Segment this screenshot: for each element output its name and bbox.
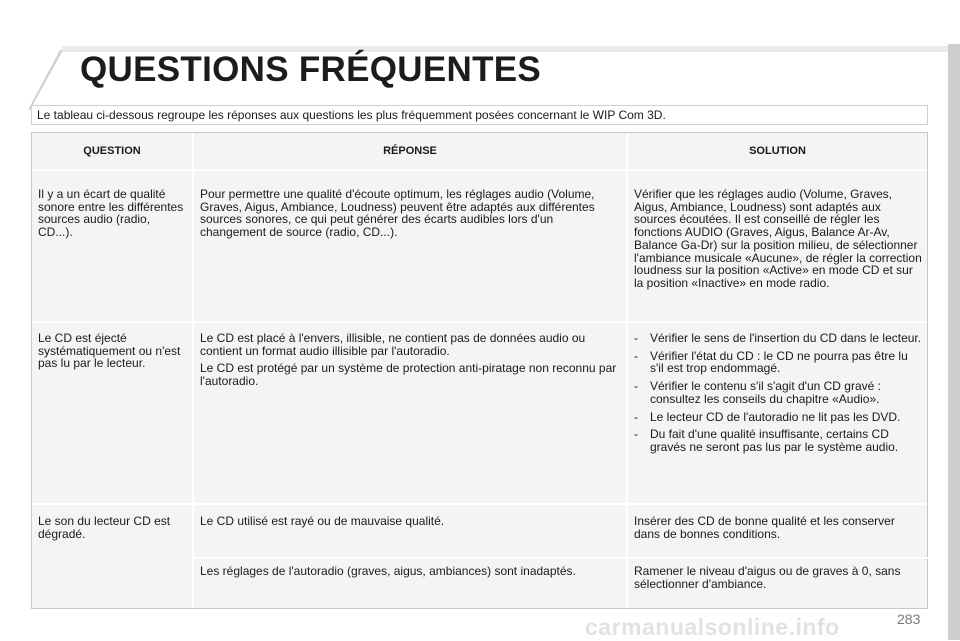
list-item: - Du fait d'une qualité insuffisante, certains CD gravés ne seront pas lus par le système audio. xyxy=(634,428,924,453)
row-divider xyxy=(32,169,927,171)
row2-solution xyxy=(634,332,924,459)
row1-answer: Pour permettre une qualité d'écoute optimum, les réglages audio (Volume, Graves, Aigus, Ambiance, Loudness) peuvent être adaptés aux différentes sources sonores, ce qui peut générer des écarts audibles lors d'un changement de source (radio, CD...). xyxy=(200,187,595,240)
intro-text: Le tableau ci-dessous regroupe les réponses aux questions les plus fréquemment posées concernant le WIP Com 3D. xyxy=(31,105,928,125)
list-item: - Le lecteur CD de l'autoradio ne lit pas les DVD. xyxy=(634,411,924,424)
row2-answer xyxy=(200,332,620,393)
row4-answer: Les réglages de l'autoradio (graves, aigus, ambiances) sont inadaptés. xyxy=(200,564,576,578)
header-solution: SOLUTION xyxy=(749,145,806,157)
row-divider xyxy=(32,503,927,505)
row-divider xyxy=(32,321,927,323)
header-question: QUESTION xyxy=(83,145,141,157)
faq-table xyxy=(31,132,928,609)
row2-answer-part2: Le CD est protégé par un système de protection anti-piratage non reconnu par l'autoradio. xyxy=(200,361,617,389)
watermark: carmanualsonline.info xyxy=(585,614,840,640)
page-number: 283 xyxy=(897,611,921,627)
list-item: - Vérifier le contenu s'il s'agit d'un CD gravé : consultez les conseils du chapitre «Audio». xyxy=(634,380,924,405)
row3-question: Le son du lecteur CD est dégradé. xyxy=(38,514,171,541)
row4-solution: Ramener le niveau d'aigus ou de graves à 0, sans sélectionner d'ambiance. xyxy=(634,564,901,591)
column-divider xyxy=(626,133,628,608)
row3-solution: Insérer des CD de bonne qualité et les conserver dans de bonnes conditions. xyxy=(634,514,895,541)
row3-answer: Le CD utilisé est rayé ou de mauvaise qualité. xyxy=(200,514,445,528)
page-edge-bar xyxy=(948,44,960,640)
solution-list xyxy=(634,332,924,454)
row2-answer-part1: Le CD est placé à l'envers, illisible, ne contient pas de données audio ou contient un format audio illisible par l'autoradio. xyxy=(200,331,586,358)
row1-question: Il y a un écart de qualité sonore entre les différentes sources audio (radio, CD...). xyxy=(38,187,184,240)
row2-question: Le CD est éjecté systématiquement ou n'est pas lu par le lecteur. xyxy=(38,331,181,371)
list-item: - Vérifier l'état du CD : le CD ne pourra pas être lu s'il est trop endommagé. xyxy=(634,350,924,375)
header-answer: RÉPONSE xyxy=(383,145,437,157)
row-divider xyxy=(192,557,929,559)
page-title: QUESTIONS FRÉQUENTES xyxy=(80,50,542,89)
list-item: - Vérifier le sens de l'insertion du CD dans le lecteur. xyxy=(634,332,924,345)
row1-solution: Vérifier que les réglages audio (Volume, Graves, Aigus, Ambiance, Loudness) sont adaptés aux sources écoutées. Il est conseillé de régler les fonctions AUDIO (Graves, Aigus, Balance Ar-Av, Balance Ga-Dr) sur la position milieu, de sélectionner l'ambiance musicale «Aucune», de régler la correction loudness sur la position «Active» en mode CD et sur la position «Inactive» en mode radio. xyxy=(634,187,922,290)
column-divider xyxy=(192,133,194,608)
